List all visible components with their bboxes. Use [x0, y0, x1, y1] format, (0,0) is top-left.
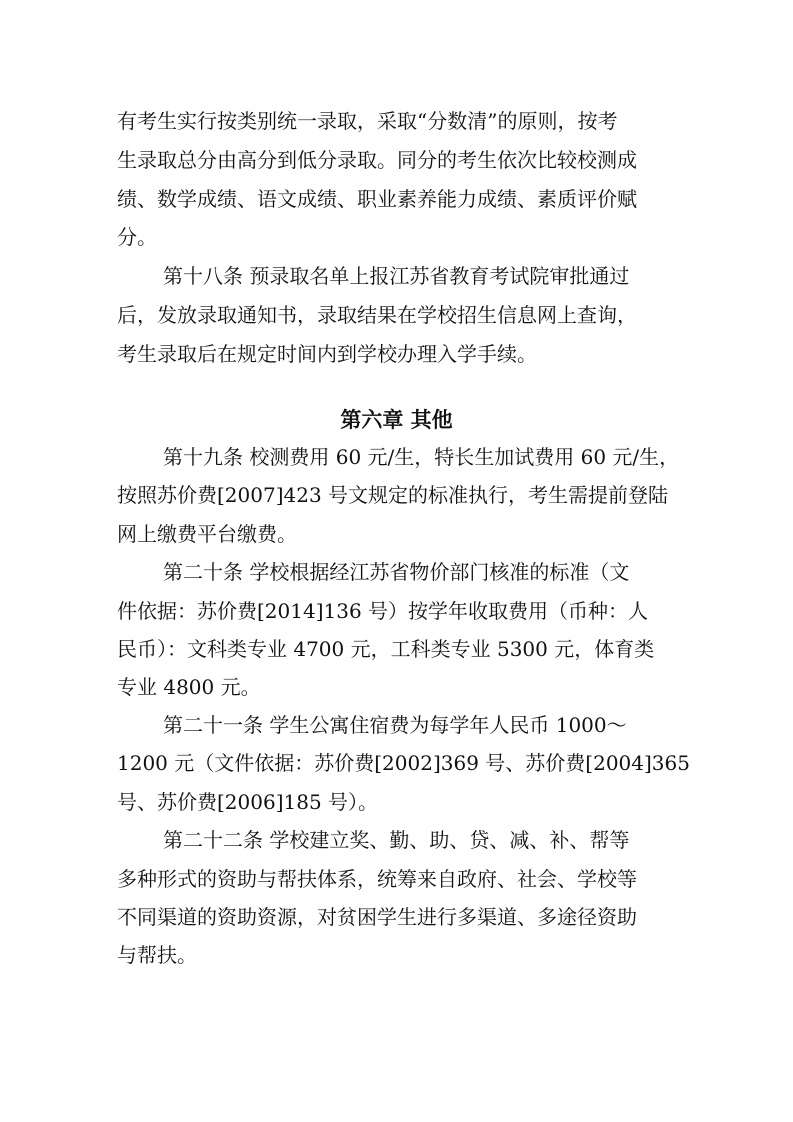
chapter-title: 第六章 其他 [340, 408, 453, 432]
document-page: 有考生实行按类别统一录取，采取“分数清”的原则，按考 生录取总分由高分到低分录取。同分的考生依次比较校测成 绩、数学成绩、语文成绩、职业素养能力成绩、素质评价赋 分。 第十八条 预录取名单上报江苏省教育考试院审批通过 后，发放录取通知书，录取结果在学校招生信息网上查询， 考生录取后在规定时间内到学校办理入学手续。 第六章 其他 第十九条 校测费用 60 元/生，特长生加试费用 60 元/生， 按照苏价费[2007]423 号文规定的标准执行，考生需提前登陆 网上缴费平台缴费。 第二十条 学校根据经江苏省物价部门核准的标准（文 件依据：苏价费[2014]136 号）按学年收取费用（币种：人 民币）：文科类专业 4700 元，工科类专业 5300 元，体育类 专业 4800 元。 第二十一条 学生公寓住宿费为每学年人民币 1000～ 1200 元（文件依据：苏价费[2002]369 号、苏价费[2004]365 号、苏价费[2006]185 号）。 第二十二条 学校建立奖、勤、助、贷、减、补、帮等 多种形式的资助与帮扶体系，统筹来自政府、社会、学校等 不同渠道的资助资源，对贫困学生进行多渠道、多途径资助 与帮扶。 [0, 0, 793, 1122]
